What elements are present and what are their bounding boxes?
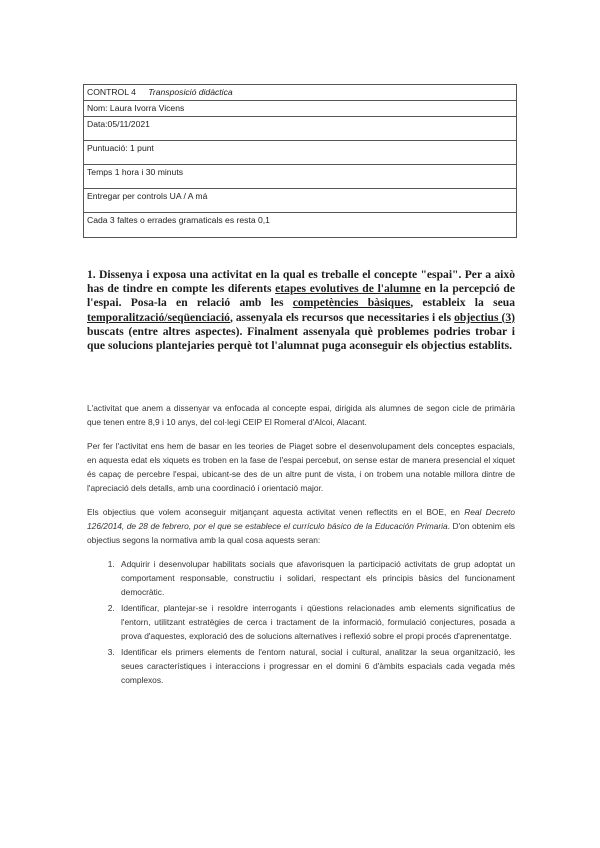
paragraph-piaget: Per fer l'activitat ens hem de basar en les teories de Piaget sobre el desenvolupament dels conceptes espacials, en aquesta edat els xiquets es troben en la fase de l'espai percebut, on sense estar de manera presencial el xiquet és capaç de percebre l'espai, ubicant-se des de un altre punt de vista, i on trobem una notable millora dintre de l'apreciació dels detalls, amb una coordinació i orientació major. [87, 441, 515, 493]
objectives-intro-text: Els objectius que volem aconseguir mitjançant aquesta activitat venen reflectits en el BOE, en [87, 507, 465, 517]
question-text-1: 1. Dissenya i exposa una activitat en la qual es treballe el concepte "espai". Per a això has de tindre en compte les diferents [87, 268, 515, 296]
header-cell-control [84, 85, 517, 101]
question-text-4: , assenyala els recursos que necessitaries i els [229, 310, 455, 324]
score: Puntuació: 1 punt [84, 141, 517, 165]
time-limit: Temps 1 hora i 30 minuts [84, 165, 517, 189]
question-text-5: buscats (entre altres aspectes). Finalment assenyala què problemes podries trobar i que solucions plantejaries perquè tot l'alumnat puga aconseguir els objectius establits. [87, 324, 515, 353]
delivery-method: Entregar per controls UA / A má [84, 189, 517, 213]
question-statement [87, 268, 515, 353]
header-row-name [84, 101, 517, 117]
question-underline-evolutive-stages: etapes evolutives de l'alumne [275, 282, 421, 296]
answer-body [87, 401, 515, 689]
question-text-3: , estableix la seua [410, 296, 515, 310]
control-title: Transposició didàctica [148, 87, 233, 97]
header-row-date [84, 117, 517, 141]
header-row-control [84, 85, 517, 101]
objectives-list [87, 557, 515, 687]
header-table [83, 84, 517, 238]
decree-reference: Real Decreto 126/2014, de 28 de febrero, por el que se establece el currículo básico de la Educación Primaria [87, 507, 515, 531]
question-underline-timing: temporalització/seqüenciació [87, 310, 230, 324]
header-row-penalty [84, 213, 517, 238]
paragraph-intro: L'activitat que anem a dissenyar va enfocada al concepte espai, dirigida als alumnes de segon cicle de primària que tenen entre 8,9 i 10 anys, del col·legi CEIP El Romeral d'Alcoi, Alacant. [87, 403, 515, 427]
header-row-score [84, 141, 517, 165]
paragraph-objectives-intro [87, 505, 515, 547]
grammar-penalty: Cada 3 faltes o errades gramaticals es resta 0,1 [84, 213, 517, 238]
objectives-intro-text-end: . D'on obtenim els objectius segons la normativa amb la qual cosa aquests seran: [87, 521, 515, 545]
header-row-delivery [84, 189, 517, 213]
list-item: 2. Identificar, plantejar-se i resoldre interrogants i qüestions relacionades amb elements significatius de l'entorn, utilitzant estratègies de cerca i tractament de la informació, formulació conjectures, posada a prova d'aquestes, exploració des de solucions alternatives i reflexió sobre el propi procés d'aprenentatge. [117, 601, 515, 643]
question-underline-objectives: objectius (3) [454, 310, 515, 324]
list-item: 1. Adquirir i desenvolupar habilitats socials que afavorisquen la participació activitats de grup adoptat un comportament responsable, constructiu i solidari, respectant els principis bàsics del funcionament democràtic. [117, 557, 515, 599]
question-underline-competences: competències bàsiques [292, 296, 411, 310]
date: Data:05/11/2021 [84, 117, 517, 141]
list-item: 3. Identificar els primers elements de l'entorn natural, social i cultural, analitzar la seua organització, les seues característiques i interaccions i progressar en el domini 6 d'àmbits espacials cada vegada més complexos. [117, 645, 515, 687]
control-label: CONTROL 4 [87, 87, 136, 97]
question-text-2: en la percepció de l'espai. Posa-la en relació amb les [87, 282, 516, 310]
header-row-time [84, 165, 517, 189]
student-name: Nom: Laura Ivorra Vicens [84, 101, 517, 117]
